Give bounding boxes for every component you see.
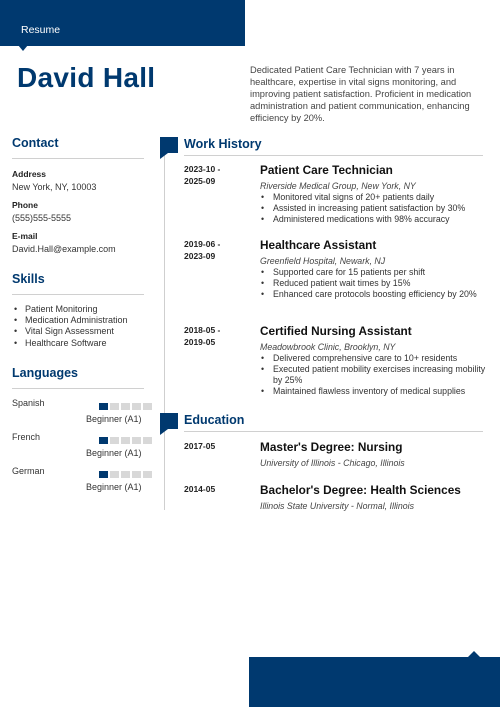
rating-square — [143, 403, 152, 410]
job-title: Healthcare Assistant — [260, 238, 377, 252]
contact-rule — [12, 158, 144, 159]
left-column — [12, 136, 144, 500]
header-band — [0, 0, 245, 46]
date-end: 2025-09 — [184, 176, 216, 186]
languages-title: Languages — [12, 365, 78, 380]
entry-date — [184, 163, 254, 187]
entry-body — [260, 324, 486, 397]
entry-body — [260, 238, 486, 300]
summary-text: Dedicated Patient Care Technician with 7 years in healthcare, expertise in vital signs monitoring, and improving patient satisfaction. Proficient in medication administration and patient communication, enhancing efficiency by 20%. — [250, 65, 472, 123]
languages-list — [12, 398, 144, 500]
language-rating — [99, 403, 152, 410]
language-level: Beginner (A1) — [86, 413, 142, 424]
duty-item: • Assisted in increasing patient satisfaction by 30% — [260, 203, 486, 214]
language-row — [12, 398, 144, 432]
rating-square — [132, 403, 141, 410]
timeline-line — [164, 152, 165, 510]
date-start: 2018-05 - — [184, 325, 221, 335]
skill-item: • Medication Administration — [12, 315, 144, 326]
rating-square — [143, 437, 152, 444]
entry-body — [260, 440, 486, 468]
entry-body — [260, 483, 486, 511]
duty-item: • Executed patient mobility exercises increasing mobility by 25% — [260, 364, 486, 386]
language-row — [12, 432, 144, 466]
phone-label: Phone — [12, 200, 38, 210]
contact-title: Contact — [12, 136, 59, 150]
rating-square — [132, 471, 141, 478]
entry-date — [184, 238, 254, 262]
resume-label: Resume — [21, 24, 61, 36]
entry-body — [260, 163, 486, 225]
entry-date: 2017-05 — [184, 441, 216, 451]
degree-title: Bachelor's Degree: Health Sciences — [260, 483, 461, 497]
job-title: Certified Nursing Assistant — [260, 324, 412, 338]
candidate-name: David Hall — [17, 62, 156, 93]
language-level: Beginner (A1) — [86, 481, 142, 492]
employer: Greenfield Hospital, Newark, NJ — [260, 256, 386, 266]
email-value[interactable]: David.Hall@example.com — [12, 244, 116, 254]
duty-item: • Reduced patient wait times by 15% — [260, 278, 486, 289]
phone-value: (555)555-5555 — [12, 213, 72, 223]
skill-item: • Patient Monitoring — [12, 304, 144, 315]
rating-square — [121, 403, 130, 410]
date-end: 2023-09 — [184, 251, 216, 261]
entry-date — [184, 324, 254, 348]
rating-square — [132, 437, 141, 444]
rating-square — [99, 471, 108, 478]
education-rule — [184, 431, 483, 432]
duty-item: • Administered medications with 98% accuracy — [260, 214, 486, 225]
footer-band — [249, 657, 500, 707]
rating-square — [110, 471, 119, 478]
skills-title: Skills — [12, 272, 45, 286]
rating-square — [99, 437, 108, 444]
language-name: German — [12, 465, 45, 476]
language-name: French — [12, 431, 41, 442]
duty-item: • Supported care for 15 patients per shift — [260, 267, 486, 278]
work-history-rule — [184, 155, 483, 156]
rating-square — [110, 403, 119, 410]
duty-item: • Monitored vital signs of 20+ patients daily — [260, 192, 486, 203]
duty-item: • Maintained flawless inventory of medical supplies — [260, 386, 486, 397]
duties-list — [260, 267, 486, 300]
rating-square — [121, 471, 130, 478]
date-start: 2023-10 - — [184, 164, 221, 174]
skill-item: • Vital Sign Assessment — [12, 326, 144, 337]
employer: Riverside Medical Group, New York, NY — [260, 181, 416, 191]
skill-item: • Healthcare Software — [12, 338, 144, 349]
duty-item: • Delivered comprehensive care to 10+ residents — [260, 353, 486, 364]
job-title: Patient Care Technician — [260, 163, 393, 177]
language-rating — [99, 471, 152, 478]
institution: University of Illinois - Chicago, Illinois — [260, 458, 405, 468]
duty-item: • Enhanced care protocols boosting efficiency by 20% — [260, 289, 486, 300]
header-notch — [18, 45, 28, 51]
institution: Illinois State University - Normal, Illinois — [260, 501, 414, 511]
language-level: Beginner (A1) — [86, 447, 142, 458]
work-flag-icon — [160, 137, 178, 153]
entry-date: 2014-05 — [184, 484, 216, 494]
skills-list — [12, 304, 144, 349]
education-title: Education — [184, 413, 245, 427]
rating-square — [110, 437, 119, 444]
rating-square — [99, 403, 108, 410]
skills-rule — [12, 294, 144, 295]
date-start: 2019-06 - — [184, 239, 221, 249]
employer: Meadowbrook Clinic, Brooklyn, NY — [260, 342, 396, 352]
email-label: E-mail — [12, 231, 38, 241]
language-row — [12, 466, 144, 500]
education-flag-icon — [160, 413, 178, 429]
degree-title: Master's Degree: Nursing — [260, 440, 403, 454]
work-history-title: Work History — [184, 137, 262, 151]
address-label: Address — [12, 169, 47, 179]
duties-list — [260, 353, 486, 397]
rating-square — [121, 437, 130, 444]
languages-rule — [12, 388, 144, 389]
address-value: New York, NY, 10003 — [12, 182, 97, 192]
language-name: Spanish — [12, 397, 45, 408]
rating-square — [143, 471, 152, 478]
date-end: 2019-05 — [184, 337, 216, 347]
language-rating — [99, 437, 152, 444]
duties-list — [260, 192, 486, 225]
